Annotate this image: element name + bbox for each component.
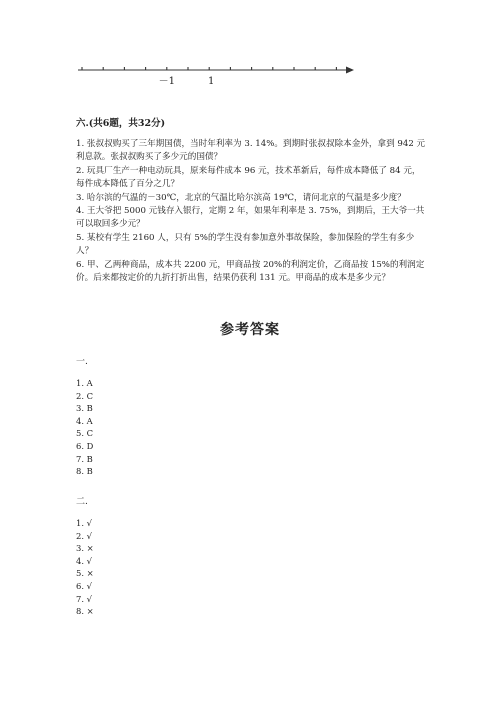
number-line-label-one: 1 (208, 76, 215, 87)
number-line (70, 60, 355, 90)
answer-item: 8. × (76, 606, 94, 617)
answer-group-one-title: 一. (76, 357, 88, 367)
answer-item: 6. √ (76, 580, 92, 591)
answer-item: 7. √ (76, 593, 92, 604)
answer-item: 5. × (76, 568, 94, 579)
answer-item: 1. √ (76, 518, 92, 528)
answer-item: 8. B (76, 466, 93, 477)
answer-item: 3. × (76, 543, 94, 554)
answer-item: 6. D (76, 440, 94, 451)
answer-item: 5. C (76, 428, 94, 439)
answer-item: 3. B (76, 403, 93, 414)
answer-item: 4. √ (76, 555, 92, 566)
problem-item: 4. 王大爷把 5000 元钱存入银行，定期 2 年，如果年利率是 3. 75%，到期后，王大爷一共可以取回多少元？ (76, 206, 425, 230)
answer-group-one-list (76, 377, 93, 478)
problem-list (76, 138, 428, 285)
problem-item: 3. 哈尔滨的气温的－30℃，北京的气温比哈尔滨高 19℃，请问北京的气温是多少度？ (76, 192, 406, 203)
problem-item: 2. 玩具厂生产一种电动玩具，原来每件成本 96 元，技术革新后，每件成本降低了 84 元，每件成本降低了百分之几？ (76, 165, 421, 190)
answer-item: 2. C (76, 390, 94, 401)
problem-item: 5. 某校有学生 2160 人，只有 5%的学生没有参加意外事故保险，参加保险的学生有多少人？ (76, 232, 415, 257)
problem-item: 6. 甲、乙两种商品，成本共 2200 元，甲商品按 20%的利润定价，乙商品按 15%的利润定价。后来都按定价的九折打折出售，结果仍获利 131 元。甲商品的成本是多少元？ (76, 259, 425, 284)
answer-group-two-list (76, 517, 94, 618)
answer-item: 1. A (76, 378, 93, 388)
section-six-title: 六.(共6题，共32分) (76, 118, 166, 129)
answer-item: 7. B (76, 453, 93, 464)
number-line-label-minus-one: －1 (158, 76, 175, 87)
problem-item: 1. 张叔叔购买了三年期国债，当时年利率为 3. 14%。到期时张叔叔除本金外，拿到 942 元利息款。张叔叔购买了多少元的国债？ (76, 139, 426, 163)
arrow-head-icon (346, 67, 354, 74)
answer-item: 4. A (76, 415, 93, 426)
answer-key-title: 参考答案 (220, 322, 280, 338)
answer-group-two-title: 二. (76, 497, 88, 507)
answer-item: 2. √ (76, 530, 92, 541)
